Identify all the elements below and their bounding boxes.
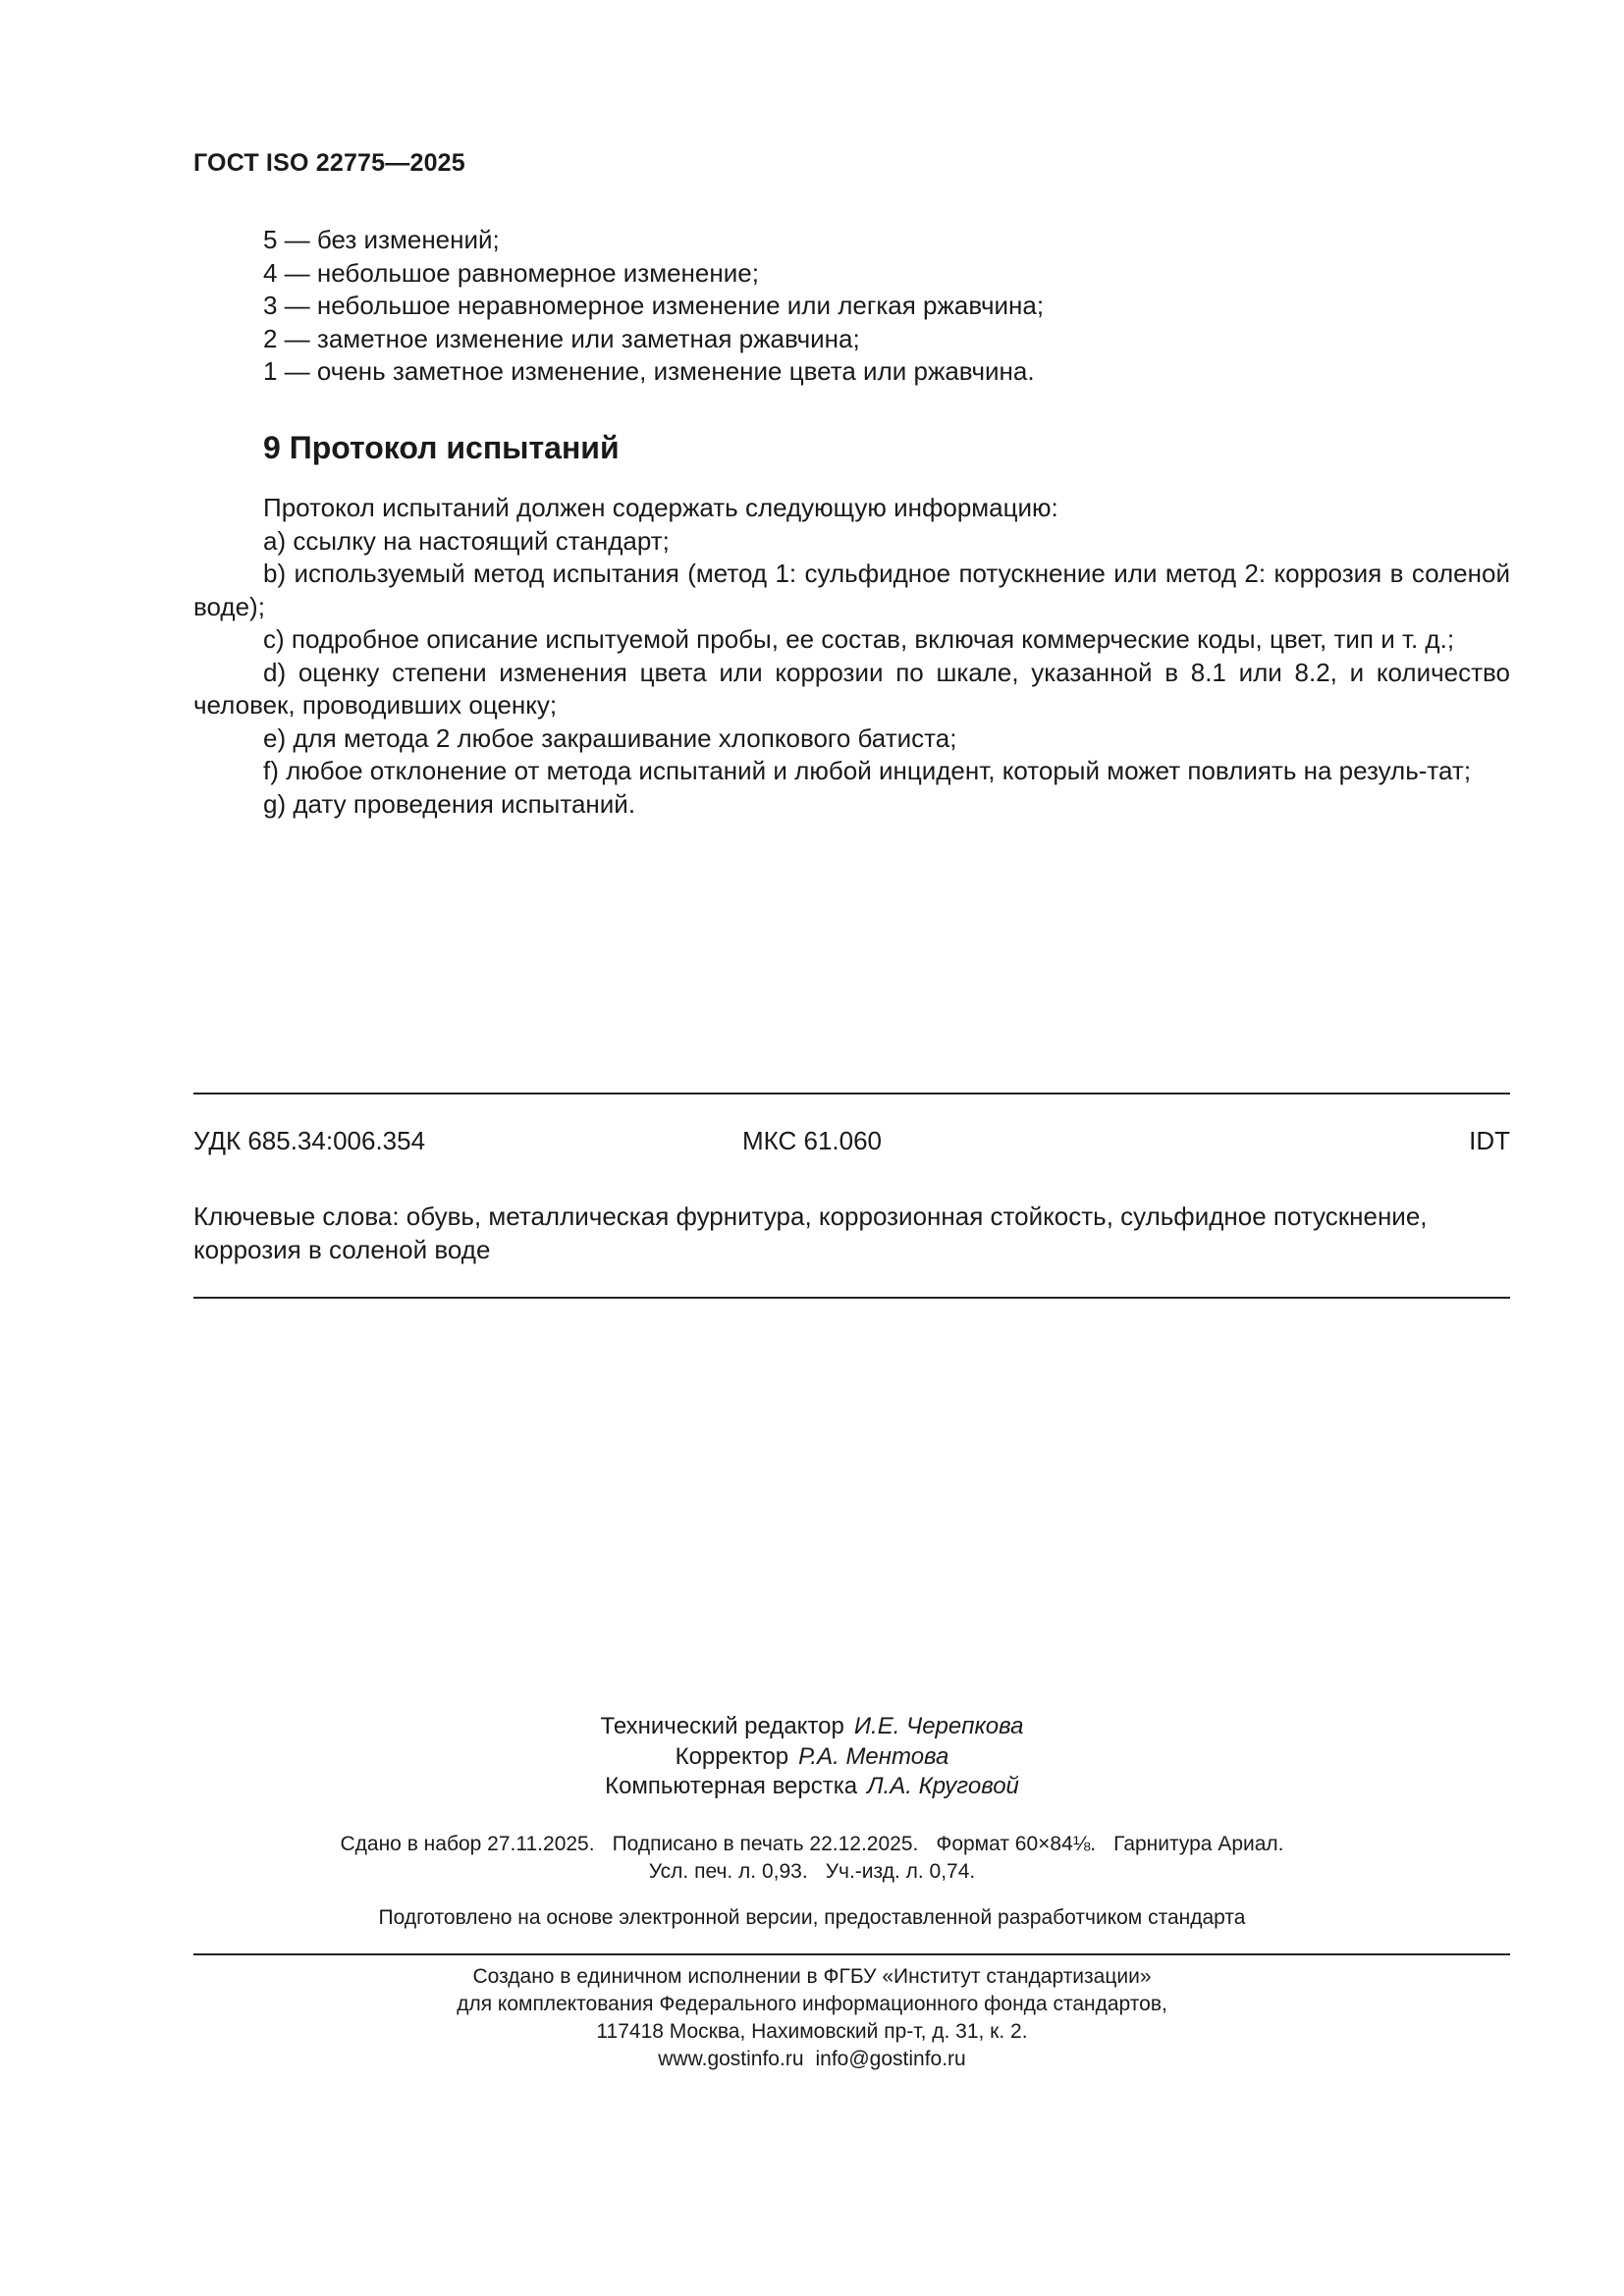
list-item: d) оценку степени изменения цвета или коррозии по шкале, указанной в 8.1 или 8.2, и количество человек, проводивших оценку; xyxy=(193,657,1510,720)
publishing-line xyxy=(0,1858,1624,1886)
credit-line xyxy=(0,1772,1624,1802)
edition-sheets: Уч.-изд. л. 0,74. xyxy=(825,1860,976,1883)
signed-date: Подписано в печать 22.12.2025. xyxy=(612,1833,919,1855)
credit-name: Л.А. Круговой xyxy=(867,1773,1019,1799)
list-item: e) для метода 2 любое закрашивание хлопкового батиста; xyxy=(263,722,957,753)
credit-line xyxy=(0,1712,1624,1742)
credit-role: Корректор xyxy=(675,1742,789,1770)
email-link[interactable]: info@gostinfo.ru xyxy=(815,2048,966,2070)
rating-scale xyxy=(263,224,1044,389)
scale-item: 5 — без изменений; xyxy=(263,225,500,254)
list-item: g) дату проведения испытаний. xyxy=(263,788,636,819)
credit-role: Компьютерная верстка xyxy=(605,1773,858,1799)
website-link[interactable]: www.gostinfo.ru xyxy=(658,2048,804,2070)
divider-keywords xyxy=(193,1297,1510,1299)
credit-name: И.Е. Черепкова xyxy=(853,1713,1024,1739)
idt-marker: IDT xyxy=(1469,1126,1510,1155)
scale-item: 1 — очень заметное изменение, изменение цвета или ржавчина. xyxy=(263,356,1035,386)
divider-top xyxy=(193,1093,1510,1095)
scale-item: 3 — небольшое неравномерное изменение или легкая ржавчина; xyxy=(263,291,1045,320)
credit-name: Р.А. Ментова xyxy=(798,1742,949,1770)
section-body xyxy=(193,492,1510,821)
credit-line xyxy=(0,1742,1624,1773)
scale-item: 4 — небольшое равномерное изменение; xyxy=(263,257,759,288)
publishing-info xyxy=(0,1831,1624,1886)
udk-code: УДК 685.34:006.354 xyxy=(193,1126,426,1155)
paper-format: Формат 60×84⅛. xyxy=(936,1833,1097,1855)
scale-item: 2 — заметное изменение или заметная ржавчина; xyxy=(263,323,860,353)
list-item: c) подробное описание испытуемой пробы, ее состав, включая коммерческие коды, цвет, тип и т. д.; xyxy=(263,624,1455,654)
section-title: 9 Протокол испытаний xyxy=(263,430,620,465)
credits-block xyxy=(0,1712,1624,1802)
print-sheets: Усл. печ. л. 0,93. xyxy=(648,1860,808,1883)
divider-bottom xyxy=(193,1953,1510,1955)
publisher-line: Создано в единичном исполнении в ФГБУ «Институт стандартизации» xyxy=(472,1965,1152,1988)
publisher-contacts xyxy=(0,2046,1624,2073)
section-intro: Протокол испытаний должен содержать следующую информацию: xyxy=(263,493,1058,522)
list-item: a) ссылку на настоящий стандарт; xyxy=(263,525,670,556)
publishing-line xyxy=(0,1831,1624,1858)
submitted-date: Сдано в набор 27.11.2025. xyxy=(340,1833,595,1855)
typeface: Гарнитура Ариал. xyxy=(1113,1833,1284,1855)
list-item: b) используемый метод испытания (метод 1: сульфидное потускнение или метод 2: коррозия в соленой воде); xyxy=(193,559,1510,621)
publisher-line: 117418 Москва, Нахимовский пр-т, д. 31, к. 2. xyxy=(596,2020,1028,2043)
mks-code: МКС 61.060 xyxy=(741,1126,883,1155)
keywords: Ключевые слова: обувь, металлическая фурнитура, коррозионная стойкость, сульфидное потускнение, коррозия в соленой воде xyxy=(193,1201,1428,1264)
publisher-info xyxy=(0,1963,1624,2073)
document-header: ГОСТ ISO 22775—2025 xyxy=(193,149,465,177)
publisher-line: для комплектования Федерального информационного фонда стандартов, xyxy=(457,1993,1167,2015)
prepared-note: Подготовлено на основе электронной версии, предоставленной разработчиком стандарта xyxy=(378,1906,1246,1929)
list-item: f) любое отклонение от метода испытаний и любой инцидент, который может повлиять на резуль-тат; xyxy=(263,756,1472,785)
credit-role: Технический редактор xyxy=(600,1713,844,1739)
